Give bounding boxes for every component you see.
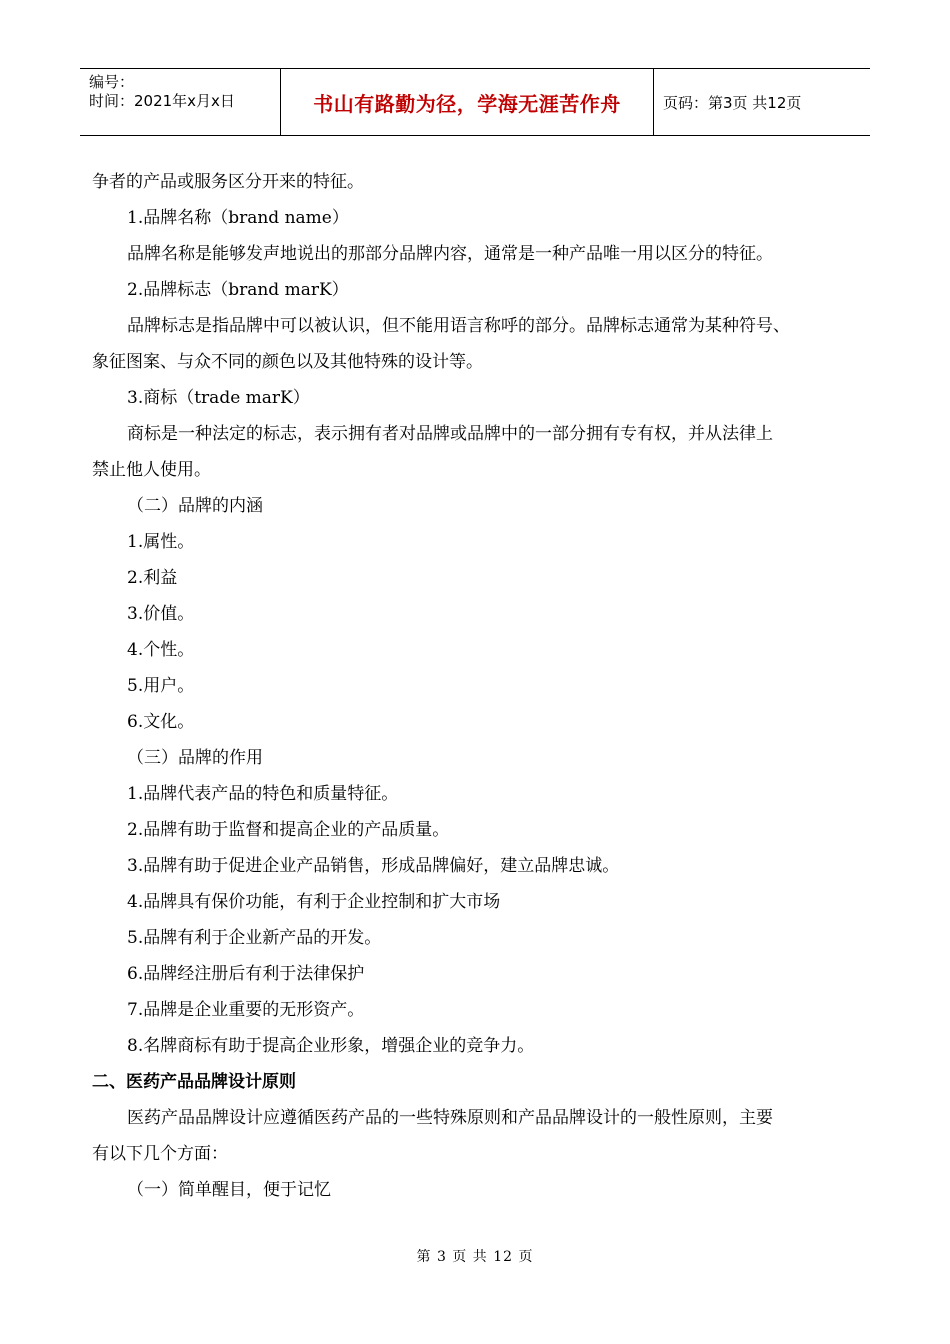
paragraph-line: 2.品牌有助于监督和提高企业的产品质量。 xyxy=(127,820,450,840)
paragraph-line: 3.价值。 xyxy=(127,604,195,624)
header-page-number: 页码：第3页 共12页 xyxy=(663,93,802,112)
paragraph-line: 8.名牌商标有助于提高企业形象，增强企业的竞争力。 xyxy=(127,1036,535,1056)
paragraph-line: 1.属性。 xyxy=(127,532,195,552)
paragraph-line: 3.商标（trade marK） xyxy=(127,388,310,408)
paragraph-line: 2.品牌标志（brand marK） xyxy=(127,280,349,300)
paragraph-line: 4.个性。 xyxy=(127,640,195,660)
paragraph-line: 1.品牌名称（brand name） xyxy=(127,208,349,228)
header-motto: 书山有路勤为径，学海无涯苦作舟 xyxy=(281,69,654,135)
paragraph-line: 5.品牌有利于企业新产品的开发。 xyxy=(127,928,382,948)
paragraph-line: （三）品牌的作用 xyxy=(127,748,263,768)
paragraph-line: 4.品牌具有保价功能，有利于企业控制和扩大市场 xyxy=(127,892,501,912)
paragraph-line: 争者的产品或服务区分开来的特征。 xyxy=(92,172,364,192)
paragraph-line: 6.文化。 xyxy=(127,712,195,732)
paragraph-line: 品牌标志是指品牌中可以被认识，但不能用语言称呼的部分。品牌标志通常为某种符号、 xyxy=(127,316,790,336)
paragraph-line: （一）简单醒目，便于记忆 xyxy=(127,1180,331,1200)
paragraph-line: 象征图案、与众不同的颜色以及其他特殊的设计等。 xyxy=(92,352,483,372)
paragraph-line: 7.品牌是企业重要的无形资产。 xyxy=(127,1000,365,1020)
paragraph-line: 6.品牌经注册后有利于法律保护 xyxy=(127,964,365,984)
paragraph-line: 1.品牌代表产品的特色和质量特征。 xyxy=(127,784,399,804)
paragraph-line: 有以下几个方面： xyxy=(92,1144,228,1164)
page-footer: 第 3 页 共 12 页 xyxy=(416,1249,534,1265)
page-header xyxy=(80,68,870,136)
paragraph-line: 医药产品品牌设计应遵循医药产品的一些特殊原则和产品品牌设计的一般性原则，主要 xyxy=(127,1108,773,1128)
paragraph-line: 品牌名称是能够发声地说出的那部分品牌内容，通常是一种产品唯一用以区分的特征。 xyxy=(127,244,773,264)
paragraph-line: 2.利益 xyxy=(127,568,178,588)
paragraph-line: （二）品牌的内涵 xyxy=(127,496,263,516)
section-heading: 二、医药产品品牌设计原则 xyxy=(92,1072,296,1092)
header-time: 时间：2021年x月x日 xyxy=(89,92,235,110)
paragraph-line: 5.用户。 xyxy=(127,676,195,696)
header-number: 编号： xyxy=(89,73,135,91)
paragraph-line: 3.品牌有助于促进企业产品销售，形成品牌偏好，建立品牌忠诚。 xyxy=(127,856,620,876)
document-body xyxy=(92,164,872,1208)
paragraph-line: 商标是一种法定的标志，表示拥有者对品牌或品牌中的一部分拥有专有权，并从法律上 xyxy=(127,424,773,444)
paragraph-line: 禁止他人使用。 xyxy=(92,460,211,480)
header-meta xyxy=(80,69,281,135)
